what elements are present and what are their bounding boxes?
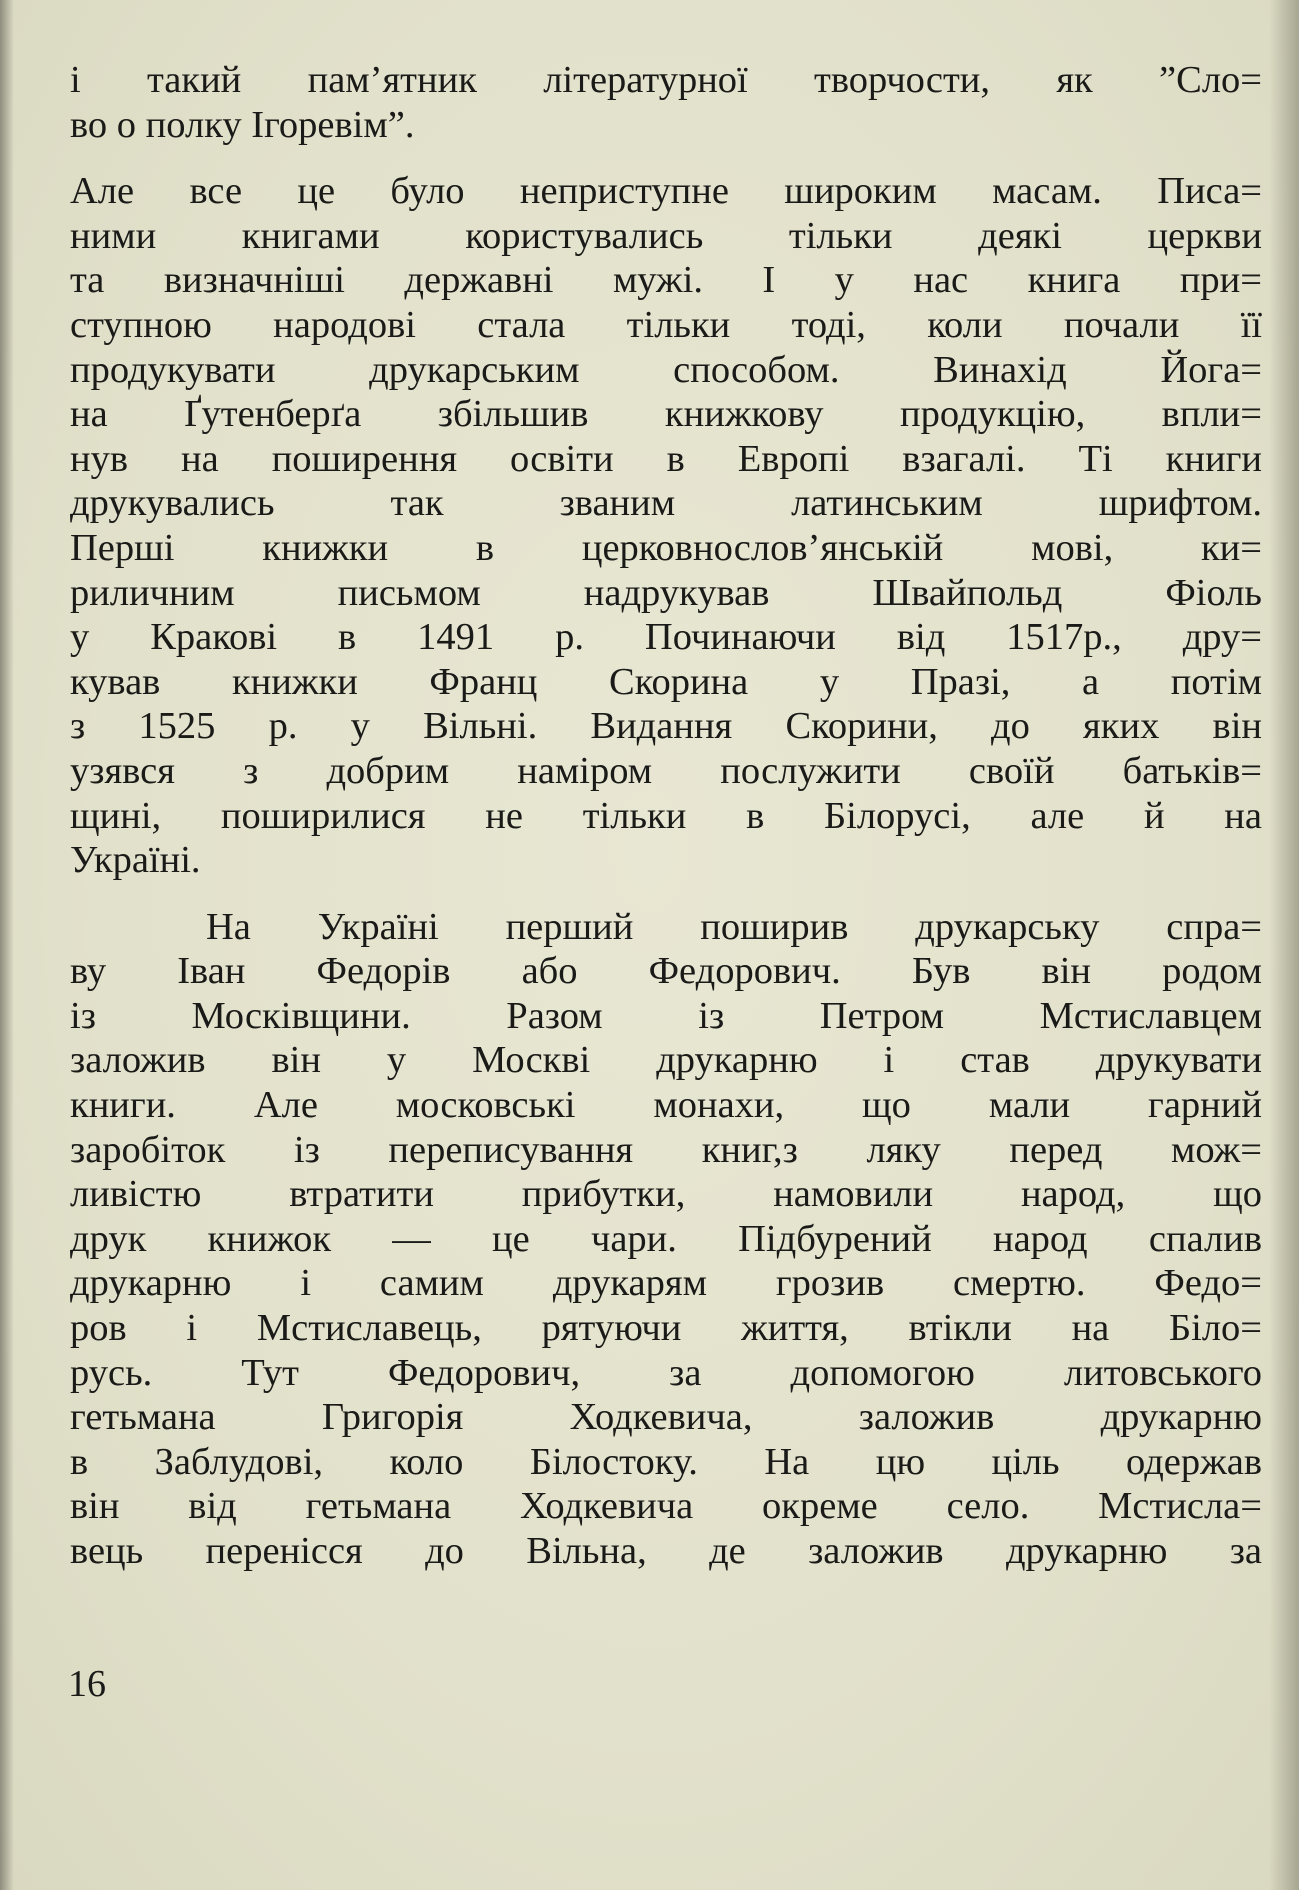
- text-line: гетьмана Григорія Ходкевича, заложив друкарню: [70, 1396, 1262, 1439]
- text-line: На Україні перший поширив друкарську спра=: [206, 905, 1262, 948]
- text-line: друк книжок — це чари. Підбурений народ спалив: [70, 1217, 1262, 1260]
- text-line: він від гетьмана Ходкевича окреме село. Мстисла=: [70, 1485, 1262, 1528]
- text-line: кував книжки Франц Скорина у Празі, а потім: [70, 660, 1262, 703]
- text-line: заробіток із переписування книг,з ляку перед мож=: [70, 1128, 1262, 1171]
- text-line: Але все це було неприступне широким масам. Писа=: [70, 170, 1262, 213]
- text-line: друкарню і самим друкарям грозив смертю. Федо=: [70, 1262, 1262, 1305]
- text-line: заложив він у Москві друкарню і став друкувати: [70, 1039, 1262, 1082]
- text-line: в Заблудові, коло Білостоку. На цю ціль одержав: [70, 1440, 1262, 1483]
- text-line: та визначніші державні мужі. І у нас книга при=: [70, 259, 1262, 302]
- text-line: узявся з добрим наміром послужити своїй батьків=: [70, 749, 1262, 792]
- page-right-edge-shadow: [1269, 0, 1299, 1890]
- page-left-edge-shadow: [0, 0, 14, 1890]
- text-line: щині, поширилися не тільки в Білорусі, але й на: [70, 794, 1262, 837]
- paragraph-2: [70, 169, 1262, 883]
- text-line: ступною народові стала тільки тоді, коли почали її: [70, 303, 1262, 346]
- text-line: нув на поширення освіти в Европі взагалі. Ті книги: [70, 437, 1262, 480]
- text-line: друкувались так званим латинським шрифтом.: [70, 482, 1262, 525]
- text-line: во о полку Ігоревім”.: [70, 103, 415, 146]
- text-line: і такий пам’ятник літературної творчости, як ”Сло=: [70, 59, 1262, 101]
- text-line: ливістю втратити прибутки, намовили народ, що: [70, 1173, 1262, 1216]
- paragraph-3: [70, 905, 1262, 1574]
- text-line: продукувати друкарським способом. Винахід Йога=: [70, 348, 1262, 391]
- text-line: на Ґутенберґа збільшив книжкову продукцію, впли=: [70, 393, 1262, 436]
- text-line: Україні.: [70, 839, 201, 882]
- text-line: з 1525 р. у Вільні. Видання Скорини, до яких він: [70, 705, 1262, 748]
- text-line: книги. Але московські монахи, що мали гарний: [70, 1084, 1262, 1127]
- text-line: вець перенісся до Вільна, де заложив друкарню за: [70, 1530, 1262, 1572]
- text-line: у Кракові в 1491 р. Починаючи від 1517р., дру=: [70, 616, 1262, 659]
- text-line: ров і Мстиславець, рятуючи життя, втікли на Біло=: [70, 1307, 1262, 1350]
- text-line: із Москівщини. Разом із Петром Мстиславцем: [70, 994, 1262, 1037]
- text-line: ними книгами користувались тільки деякі церкви: [70, 214, 1262, 257]
- page-number: 16: [68, 1663, 106, 1705]
- text-line: риличним письмом надрукував Швайпольд Фіоль: [70, 571, 1262, 614]
- text-line: русь. Тут Федорович, за допомогою литовського: [70, 1351, 1262, 1394]
- text-line: ву Іван Федорів або Федорович. Був він родом: [70, 950, 1262, 993]
- paragraph-1: [70, 58, 1262, 147]
- page-body-text: [70, 58, 1262, 1574]
- text-line: Перші книжки в церковнослов’янській мові, ки=: [70, 526, 1262, 569]
